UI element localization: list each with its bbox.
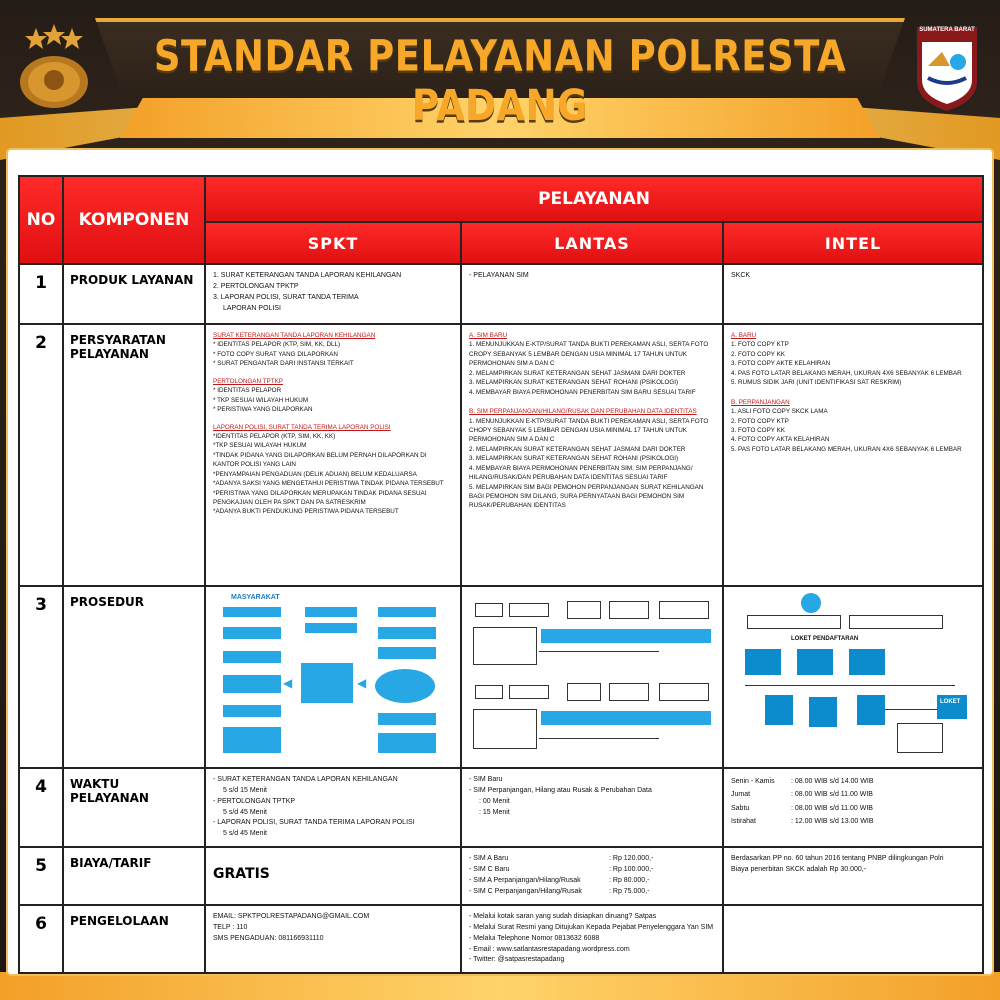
list-item: - Melalui Surat Resmi yang Ditujukan Kepada Pejabat Penyelenggara Yan SIM xyxy=(469,923,714,931)
list-item: 1. SURAT KETERANGAN TANDA LAPORAN KEHILANGAN xyxy=(213,272,402,279)
spkt-cell xyxy=(205,905,461,973)
list-item: - PERTOLONGAN TPTKP xyxy=(213,797,296,805)
list-item: - Melalui Telephone Nomor 0813632 6088 xyxy=(469,934,600,942)
list-item: 5. RUMUS SIDIK JARI (UNIT IDENTIFIKASI SAT RESKRIM) xyxy=(731,379,902,387)
list-item: *ADANYA SAKSI YANG MENGETAHUI PERISTIWA TINDAK PIDANA TERSEBUT xyxy=(213,480,444,488)
flow-step xyxy=(849,615,943,629)
list-item: * TKP SESUAI WILAYAH HUKUM xyxy=(213,396,309,404)
list-item: 3. LAPORAN POLISI, SURAT TANDA TERIMA xyxy=(213,293,359,301)
flow-step xyxy=(223,651,281,663)
list-item: * FOTO COPY SURAT YANG DILAPORKAN xyxy=(213,350,338,358)
table-row xyxy=(19,264,983,324)
list-item: *PENYAMPAIAN PENGADUAN (DELIK ADUAN) BELUM KEDALUARSA xyxy=(213,470,417,478)
list-item: 4. PAS FOTO LATAR BELAKANG MERAH, UKURAN 4X6 SEBANYAK 6 LEMBAR xyxy=(731,369,962,377)
intel-cell xyxy=(723,768,983,847)
flow-step xyxy=(541,629,711,643)
flow-label: LOKET PENDAFTARAN xyxy=(791,636,859,642)
flow-step xyxy=(223,675,281,693)
list-item: LAPORAN POLISI xyxy=(223,304,281,312)
list-item: - Email : www.satlantasrestapadang.wordpress.com xyxy=(469,945,630,953)
flow-step xyxy=(223,627,281,639)
flow-step xyxy=(473,709,537,749)
list-item: 5 s/d 15 Menit xyxy=(223,786,267,794)
row-number: 3 xyxy=(19,586,63,768)
list-item: 3. MELAMPIRKAN SURAT KETERANGAN SEHAT ROHANI (PSIKOLOGI) xyxy=(469,455,679,463)
list-item: 4. MEMBAYAR BIAYA PERMOHONAN PENERBITAN SIM BARU SESUAI TARIF xyxy=(469,388,696,396)
section-heading: SURAT KETERANGAN TANDA LAPORAN KEHILANGAN xyxy=(213,332,376,339)
person-icon xyxy=(801,593,821,613)
list-item: EMAIL: SPKTPOLRESTAPADANG@GMAIL.COM xyxy=(213,913,370,921)
polri-emblem-icon xyxy=(14,22,94,112)
flow-step xyxy=(609,683,649,701)
list-item: 2. MELAMPIRKAN SURAT KETERANGAN SEHAT JASMANI DARI DOKTER xyxy=(469,445,686,453)
list-item: - LAPORAN POLISI, SURAT TANDA TERIMA LAPORAN POLISI xyxy=(213,819,415,827)
list-item: *ADANYA BUKTI PENDUKUNG PERISTIWA PIDANA TERSEBUT xyxy=(213,508,399,516)
list-item: 1. FOTO COPY KTP xyxy=(731,341,789,349)
header-komponen: KOMPONEN xyxy=(63,176,205,264)
arrow-icon: ◀ xyxy=(357,676,367,690)
list-item: 5 s/d 45 Menit xyxy=(223,808,267,816)
list-item: : 15 Menit xyxy=(479,808,510,816)
schedule-row: Jumat : 08.00 WIB s/d 11.00 WIB xyxy=(731,791,873,799)
flow-step xyxy=(378,627,436,639)
flow-connector xyxy=(539,738,659,739)
flow-step xyxy=(223,607,281,617)
flow-connector xyxy=(885,709,937,710)
flow-step xyxy=(567,683,601,701)
list-item: 3. MELAMPIRKAN SURAT KETERANGAN SEHAT ROHANI (PSIKOLOGI) xyxy=(469,379,679,387)
list-item: TELP : 110 xyxy=(213,923,248,931)
row-komponen: BIAYA/TARIF xyxy=(63,847,205,905)
header-spkt: SPKT xyxy=(205,222,461,264)
list-item: * PERISTIWA YANG DILAPORKAN xyxy=(213,406,313,414)
flow-step xyxy=(809,697,837,727)
lantas-procedure-diagram xyxy=(461,586,723,768)
flow-step xyxy=(747,615,841,629)
list-item: - Twitter: @satpasrestapadang xyxy=(469,956,565,964)
list-item: - SIM Perpanjangan, Hilang atau Rusak & Perubahan Data xyxy=(469,786,652,794)
list-item: *TKP SESUAI WILAYAH HUKUM xyxy=(213,442,307,450)
flow-step xyxy=(797,649,833,675)
section-heading: LAPORAN POLISI, SURAT TANDA TERIMA LAPORAN POLISI xyxy=(213,423,391,431)
list-item: 4. MEMBAYAR BIAYA PERMOHONAN PENERBITAN SIM, SIM PERPANJANG/ HILANG/RUSAK/DAN PERUBAHAN DATA IDENTITAS SESUAI TARIF xyxy=(469,464,693,482)
list-item: - PELAYANAN SIM xyxy=(469,272,529,279)
flow-step xyxy=(509,603,549,617)
header-lantas: LANTAS xyxy=(461,222,723,264)
list-item: Biaya penerbitan SKCK adalah Rp 30.000,- xyxy=(731,865,867,873)
table-row xyxy=(19,905,983,973)
table-row xyxy=(19,324,983,586)
list-item: * SURAT PENGANTAR DARI INSTANSI TERKAIT xyxy=(213,360,354,368)
flow-step xyxy=(609,601,649,619)
flow-step xyxy=(659,601,709,619)
lantas-cell xyxy=(461,264,723,324)
list-item: 2. MELAMPIRKAN SURAT KETERANGAN SEHAT JASMANI DARI DOKTER xyxy=(469,369,686,377)
service-table xyxy=(18,175,984,974)
flow-step xyxy=(765,695,793,725)
row-komponen: PENGELOLAAN xyxy=(63,905,205,973)
row-number: 2 xyxy=(19,324,63,586)
spkt-cell xyxy=(205,324,461,586)
header-pelayanan: PELAYANAN xyxy=(205,176,983,222)
flow-step xyxy=(541,711,711,725)
section-heading: B. PERPANJANGAN xyxy=(731,398,790,406)
section-heading: PERTOLONGAN TPTKP xyxy=(213,377,283,385)
flow-connector xyxy=(539,651,659,652)
spkt-cell xyxy=(205,768,461,847)
flow-step xyxy=(378,647,436,659)
header-no: NO xyxy=(19,176,63,264)
header-intel: INTEL xyxy=(723,222,983,264)
list-item: Berdasarkan PP no. 60 tahun 2016 tentang PNBP dilingkungan Polri xyxy=(731,855,944,863)
table-row xyxy=(19,768,983,847)
intel-cell xyxy=(723,264,983,324)
lantas-cell xyxy=(461,768,723,847)
list-item: *IDENTITAS PELAPOR (KTP, SIM, KK, KK) xyxy=(213,432,336,440)
flow-step xyxy=(475,603,503,617)
intel-cell xyxy=(723,847,983,905)
intel-cell xyxy=(723,324,983,586)
list-item: * IDENTITAS PELAPOR xyxy=(213,387,282,395)
row-number: 5 xyxy=(19,847,63,905)
flow-step xyxy=(378,607,436,617)
flow-step xyxy=(745,649,781,675)
list-item: 5 s/d 45 Menit xyxy=(223,830,267,838)
flow-step xyxy=(475,685,503,699)
row-komponen: PROSEDUR xyxy=(63,586,205,768)
list-item: * IDENTITAS PELAPOR (KTP, SIM, KK, DLL) xyxy=(213,341,341,349)
flow-step xyxy=(378,713,436,725)
tariff-row: - SIM A Baru : Rp 120.000,- xyxy=(469,855,654,863)
flow-step xyxy=(223,705,281,717)
flow-step xyxy=(301,663,353,703)
flow-step xyxy=(305,623,357,633)
flow-connector xyxy=(745,685,955,686)
section-heading: A. SIM BARU xyxy=(469,332,508,339)
intel-procedure-diagram xyxy=(723,586,983,768)
spkt-tariff: GRATIS xyxy=(205,847,461,905)
flow-label: MASYARAKAT xyxy=(231,594,280,601)
list-item: SKCK xyxy=(731,272,751,279)
tariff-row: - SIM C Perpanjangan/Hilang/Rusak : Rp 75.000,- xyxy=(469,887,650,895)
schedule-row: Senin - Kamis : 08.00 WIB s/d 14.00 WIB xyxy=(731,778,874,785)
lantas-cell xyxy=(461,324,723,586)
schedule-row: Sabtu : 08.00 WIB s/d 11.00 WIB xyxy=(731,804,873,812)
flow-step xyxy=(473,627,537,665)
flow-label: LOKET xyxy=(940,699,961,705)
spkt-cell xyxy=(205,264,461,324)
list-item: 1. MENUNJUKKAN E-KTP/SURAT TANDA BUKTI PEREKAMAN ASLI, SERTA FOTO CHOPY SEBANYAK 5 LEMBAR DENGAN USIA MINIMAL 17 TAHUN UNTUK PERMOHONAN SIM A DAN C xyxy=(469,417,709,444)
flow-decision xyxy=(375,669,435,703)
list-item: 3. FOTO COPY AKTE KELAHIRAN xyxy=(731,360,831,368)
flow-step xyxy=(567,601,601,619)
list-item: 2. FOTO COPY KK xyxy=(731,350,786,358)
lantas-cell xyxy=(461,905,723,973)
flow-step xyxy=(857,695,885,725)
list-item: *PERISTIWA YANG DILAPORKAN MERUPAKAN TINDAK PIDANA SESUAI PENGKAJIAN OLEH PA SPKT DAN PA SATRESKRIM xyxy=(213,489,427,506)
row-komponen: WAKTU PELAYANAN xyxy=(63,768,205,847)
list-item: - SURAT KETERANGAN TANDA LAPORAN KEHILANGAN xyxy=(213,776,398,783)
section-heading: A. BARU xyxy=(731,332,757,339)
logo-right-label: SUMATERA BARAT xyxy=(919,27,975,33)
list-item: 5. PAS FOTO LATAR BELAKANG MERAH, UKURAN 4X6 SEBANYAK 6 LEMBAR xyxy=(731,445,962,453)
list-item: 4. FOTO COPY AKTA KELAHIRAN xyxy=(731,436,830,444)
flow-step xyxy=(378,733,436,753)
sumatera-barat-shield-icon xyxy=(912,22,982,114)
table-row xyxy=(19,847,983,905)
flow-step xyxy=(305,607,357,617)
list-item: - SIM Baru xyxy=(469,776,503,783)
flow-step xyxy=(659,683,709,701)
flow-step xyxy=(509,685,549,699)
list-item: - Melalui kotak saran yang sudah disiapkan diruang? Satpas xyxy=(469,913,657,921)
section-heading: B. SIM PERPANJANGAN/HILANG/RUSAK DAN PERUBAHAN DATA IDENTITAS xyxy=(469,408,697,416)
flow-step xyxy=(897,723,943,753)
table-row xyxy=(19,586,983,768)
row-number: 6 xyxy=(19,905,63,973)
list-item: SMS PENGADUAN: 081166931110 xyxy=(213,934,324,942)
lantas-cell xyxy=(461,847,723,905)
flow-step xyxy=(223,727,281,753)
list-item: 1. MENUNJUKKAN E-KTP/SURAT TANDA BUKTI PEREKAMAN ASLI, SERTA FOTO CROPY SEBANYAK 5 LEMBAR DENGAN USIA MINIMAL 17 TAHUN UNTUK PERMOHONAN SIM A DAN C xyxy=(469,341,709,368)
list-item: 3. FOTO COPY KK xyxy=(731,426,786,434)
row-komponen: PRODUK LAYANAN xyxy=(63,264,205,324)
spkt-procedure-diagram xyxy=(205,586,461,768)
list-item: 2. PERTOLONGAN TPKTP xyxy=(213,282,299,290)
tariff-row: - SIM A Perpanjangan/Hilang/Rusak : Rp 80.000,- xyxy=(469,876,650,884)
arrow-icon: ◀ xyxy=(283,676,293,690)
list-item: *TINDAK PIDANA YANG DILAPORKAN BELUM PERNAH DILAPORKAN DI KANTOR POLISI YANG LAIN xyxy=(213,451,427,469)
schedule-row: Istirahat : 12.00 WIB s/d 13.00 WIB xyxy=(731,817,874,825)
row-number: 4 xyxy=(19,768,63,847)
bottom-gold-band xyxy=(0,972,1000,1000)
list-item: 1. ASLI FOTO COPY SKCK LAMA xyxy=(731,408,828,416)
service-standard-board xyxy=(8,150,992,974)
intel-cell xyxy=(723,905,983,973)
row-komponen: PERSYARATAN PELAYANAN xyxy=(63,324,205,586)
list-item: 5. MELAMPIRKAN SIM BAGI PEMOHON PERPANJANGAN SURAT KEHILANGAN BAGI PEMOHON SIM DILANG, SURA PERNYATAAN BAGI PEMOHON SIM RUSAK/PERUBAHAN IDENTITAS xyxy=(469,483,704,510)
list-item: 2. FOTO COPY KTP xyxy=(731,417,789,425)
list-item: : 00 Menit xyxy=(479,797,510,805)
flow-step xyxy=(849,649,885,675)
tariff-row: - SIM C Baru : Rp 100.000,- xyxy=(469,865,654,873)
row-number: 1 xyxy=(19,264,63,324)
page-title: STANDAR PELAYANAN POLRESTA PADANG xyxy=(153,31,847,131)
